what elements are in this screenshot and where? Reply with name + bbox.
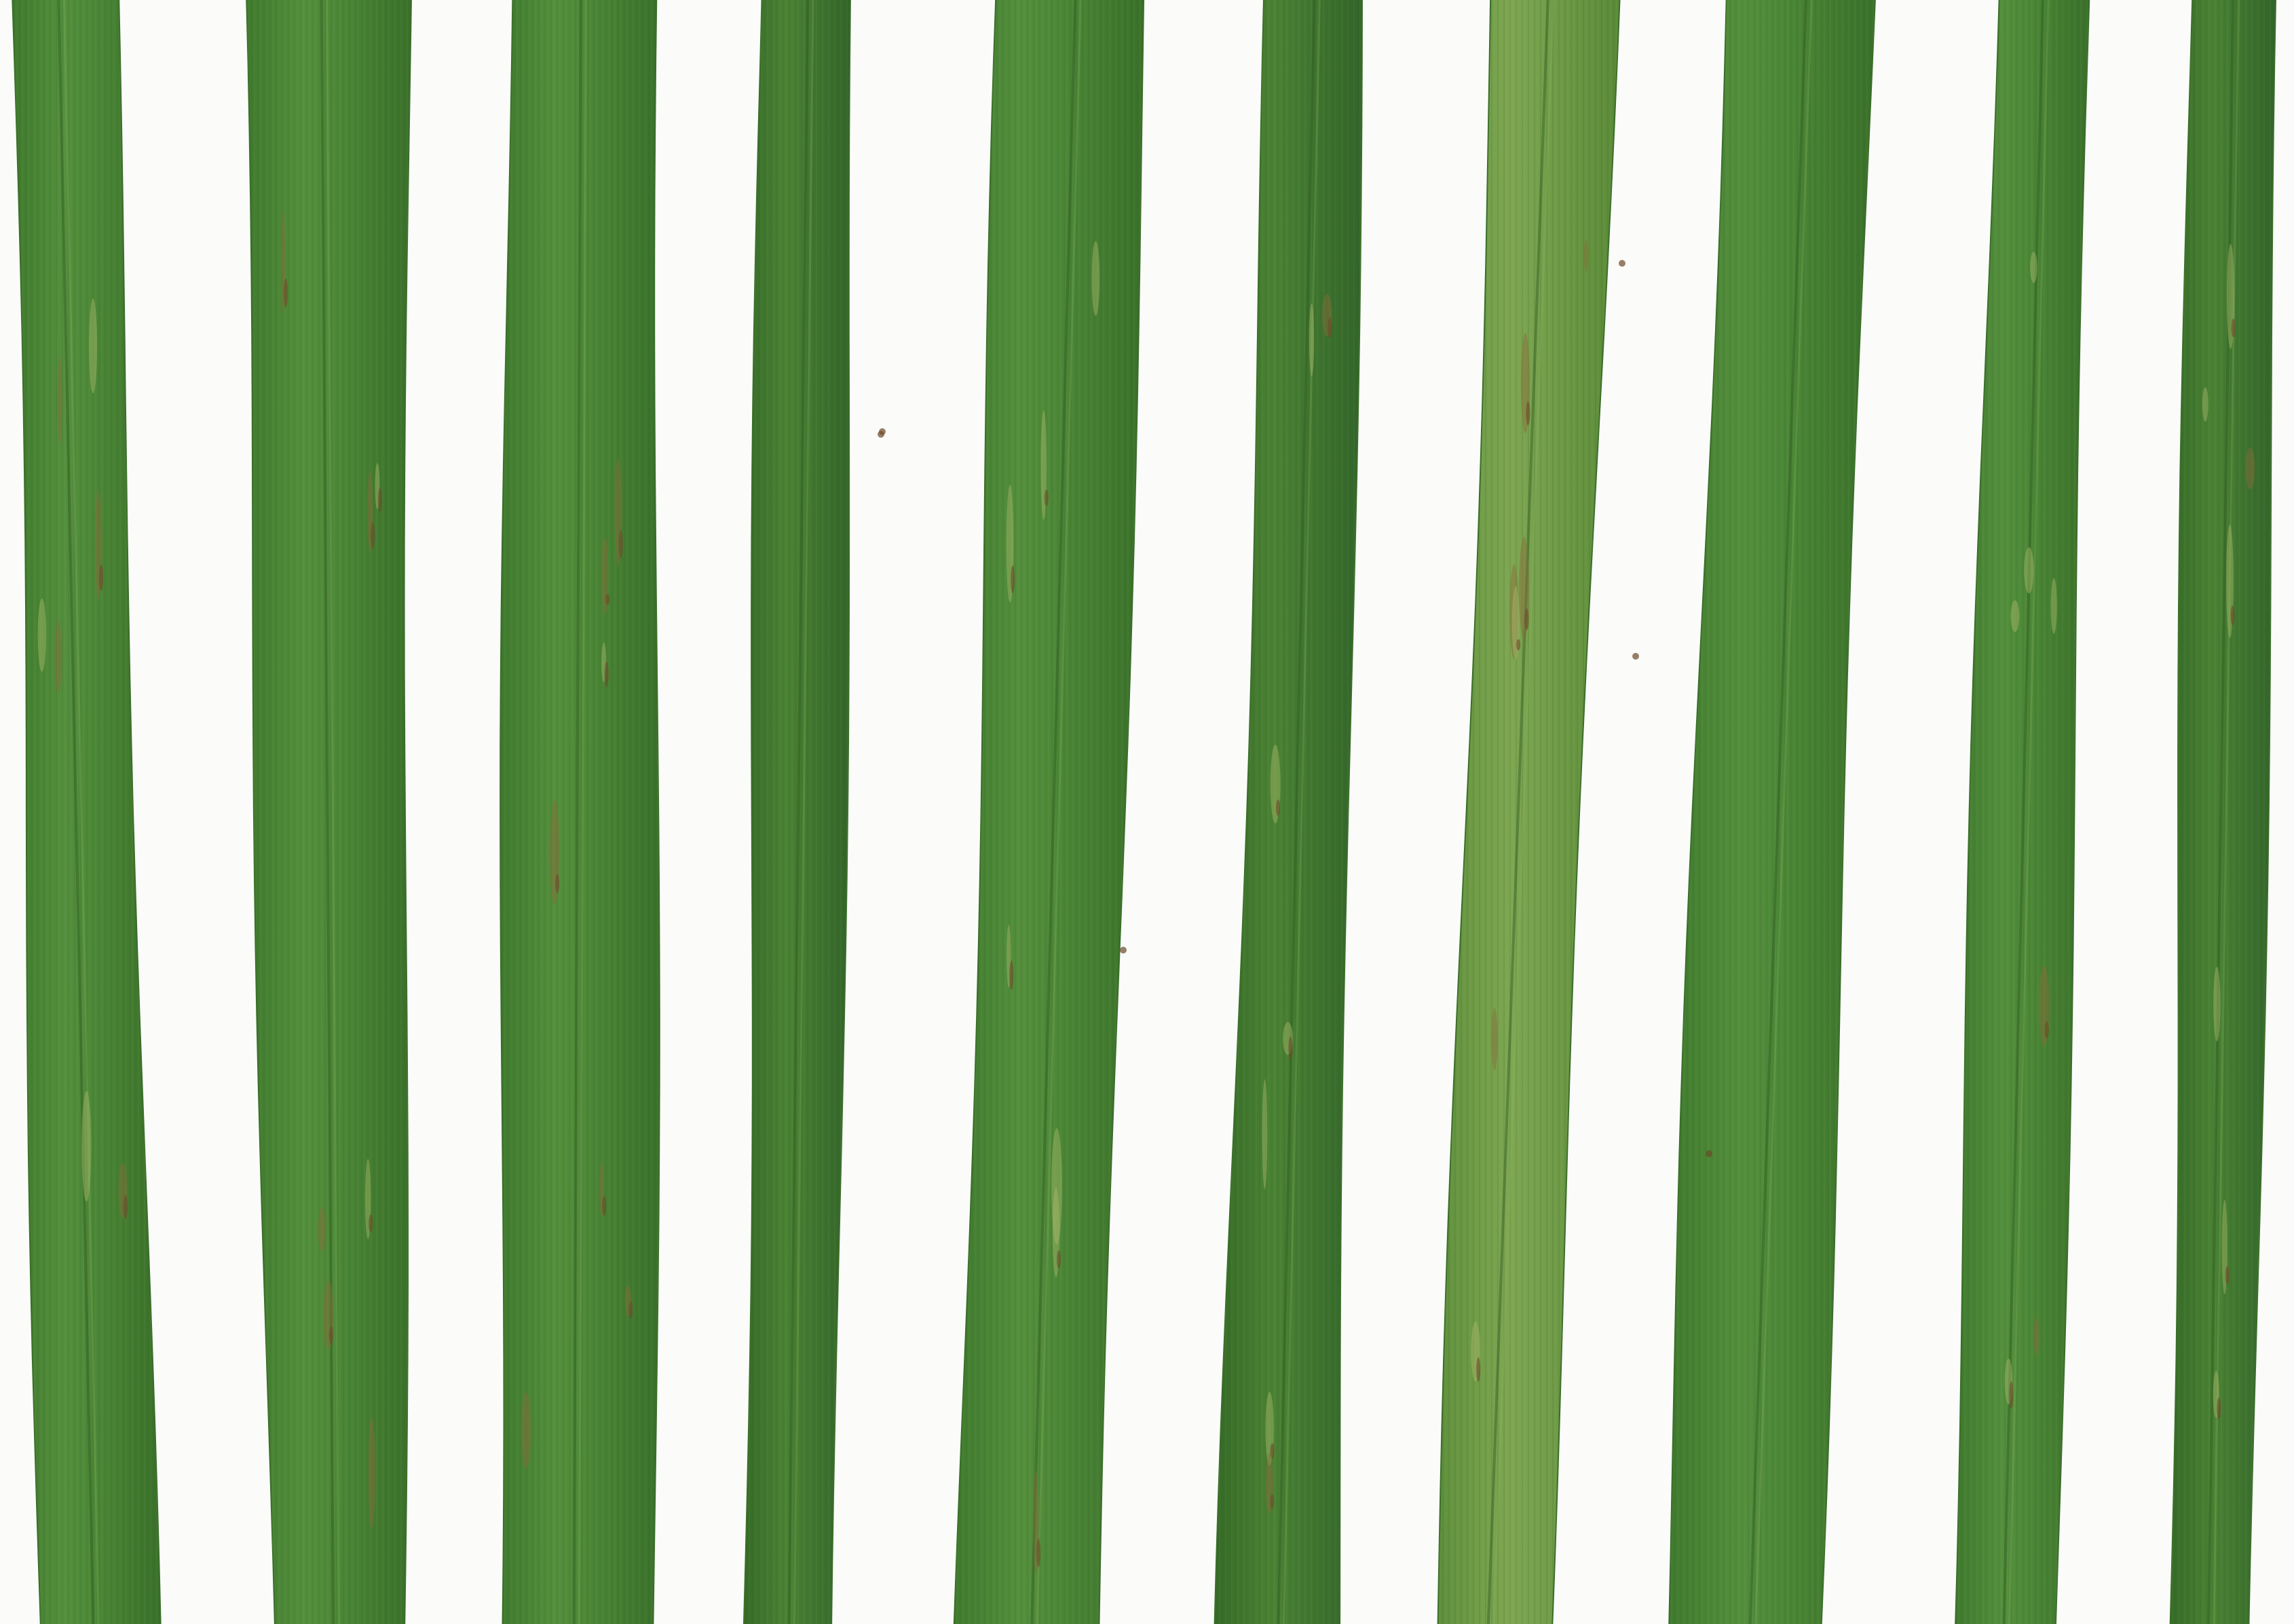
leaf-streak [2033,1317,2039,1356]
leaf-lesion [2009,1381,2013,1409]
leaf-lesion [605,594,609,605]
leaf-streak [38,599,46,672]
leaf-lesion [1516,639,1520,651]
leaf-lesion [602,1196,606,1216]
leaf-4 [744,0,850,1624]
debris-speck [1619,260,1625,267]
leaf-lesion [1057,1250,1061,1268]
leaf-streak [1309,303,1314,377]
leaf-lesion [2045,1021,2049,1039]
leaf-lesion [369,1214,373,1232]
debris-speck [879,428,886,435]
leaf-streak [1492,1008,1498,1070]
leaf-streak [89,299,97,394]
leaf-lesion [371,522,375,549]
leaf-lesion [284,278,288,307]
leaf-streak [1262,1079,1268,1189]
leaf-lesion [329,1327,333,1344]
leaf-2 [246,0,411,1624]
leaf-lesion [1328,318,1332,339]
leaf-streak [2246,447,2255,489]
leaf-streak [2024,547,2033,593]
leaf-lesion [1011,565,1015,593]
leaf-streak [1092,241,1100,316]
leaf-streak [2011,601,2020,632]
leaf-streak [318,1207,326,1252]
leaf-lesion [124,1195,128,1219]
leaf-streak [58,356,62,445]
leaf-lesion [619,530,623,559]
leaf-lesion [1036,1538,1040,1567]
leaf-streak [2213,967,2220,1042]
leaf-lesion [1526,401,1530,425]
leaf-streak [1584,239,1589,271]
debris-speck [1632,653,1639,660]
leaf-lesion [555,874,559,893]
leaf-streak [521,1393,531,1469]
leaf-streak [369,1418,376,1528]
leaf-streak [81,1091,91,1201]
debris-speck [1120,947,1127,953]
leaf-streak [1051,1128,1062,1244]
debris-speck [1706,1150,1712,1157]
leaf-lesion [1009,960,1013,989]
leaf-lesion [605,662,609,687]
leaf-lesion [2225,1266,2230,1285]
leaf-3 [500,0,660,1624]
leaf-streak [2030,252,2037,283]
leaf-lesion [2231,605,2235,625]
leaf-lesion [99,565,103,591]
leaf-lesion [378,488,382,512]
leaf-lesion [1270,1494,1274,1509]
leaf-lesion [1289,1036,1293,1060]
leaf-lesion [1276,799,1280,816]
leaf-lesion [1045,490,1049,507]
leaf-lesion [1476,1357,1480,1382]
leaf-lesion [2232,318,2236,337]
leaf-lesion [1525,608,1529,630]
leaf-lesion [628,1302,633,1319]
leaf-streak [2202,387,2208,421]
leaf-lesion [2217,1397,2221,1419]
leaf-streak [55,621,62,694]
leaf-streak [2051,578,2057,634]
